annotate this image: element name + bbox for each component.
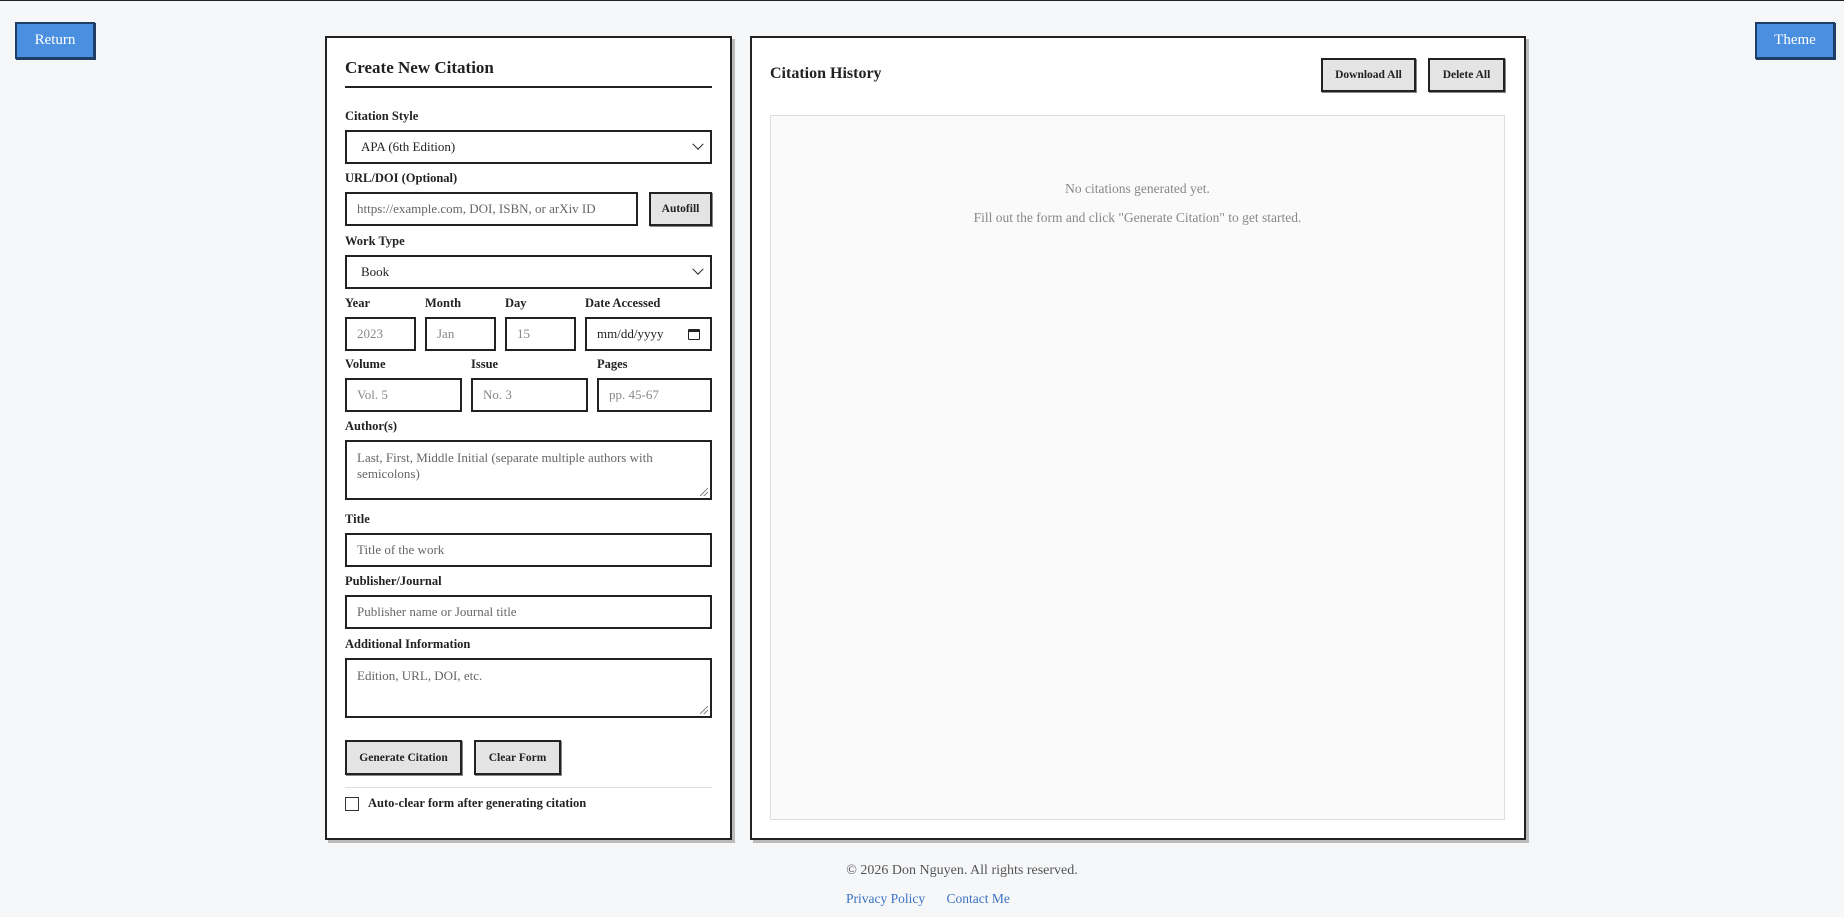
autofill-button[interactable]: Autofill bbox=[649, 192, 712, 226]
volume-label: Volume bbox=[345, 357, 386, 371]
authors-label: Author(s) bbox=[345, 419, 398, 433]
form-title: Create New Citation bbox=[345, 58, 712, 88]
date-accessed-label: Date Accessed bbox=[585, 296, 661, 310]
date-accessed-input[interactable] bbox=[585, 317, 712, 351]
citation-list bbox=[770, 115, 1505, 820]
publisher-input[interactable] bbox=[345, 595, 712, 629]
day-input[interactable] bbox=[505, 317, 576, 351]
month-placeholder: Jan bbox=[437, 326, 455, 341]
divider bbox=[345, 787, 712, 788]
authors-textarea[interactable] bbox=[345, 440, 712, 500]
contact-me-link[interactable]: Contact Me bbox=[946, 891, 1010, 906]
day-label: Day bbox=[505, 296, 527, 310]
citation-style-label: Citation Style bbox=[345, 109, 419, 123]
day-placeholder: 15 bbox=[517, 326, 530, 341]
title-input[interactable] bbox=[345, 533, 712, 567]
citation-style-value: APA (6th Edition) bbox=[361, 139, 456, 154]
date-accessed-placeholder: mm/dd/yyyy bbox=[597, 326, 664, 341]
privacy-policy-link[interactable]: Privacy Policy bbox=[846, 891, 926, 906]
issue-input[interactable] bbox=[471, 378, 588, 412]
footer-copyright: © 2026 Don Nguyen. All rights reserved. bbox=[846, 863, 1078, 878]
chevron-down-icon bbox=[692, 264, 703, 275]
pages-input[interactable] bbox=[597, 378, 712, 412]
title-placeholder: Title of the work bbox=[357, 542, 445, 557]
citation-history-panel bbox=[750, 36, 1526, 840]
calendar-icon[interactable] bbox=[688, 329, 700, 340]
chevron-down-icon bbox=[692, 139, 703, 150]
year-placeholder: 2023 bbox=[357, 326, 383, 341]
year-label: Year bbox=[345, 296, 370, 310]
resize-handle-icon[interactable] bbox=[700, 488, 708, 496]
title-label: Title bbox=[345, 512, 370, 526]
volume-input[interactable] bbox=[345, 378, 462, 412]
additional-info-label: Additional Information bbox=[345, 637, 471, 651]
delete-all-button[interactable]: Delete All bbox=[1428, 58, 1505, 92]
issue-placeholder: No. 3 bbox=[483, 387, 512, 402]
citation-style-select[interactable] bbox=[345, 130, 712, 164]
history-title: Citation History bbox=[770, 65, 882, 82]
volume-placeholder: Vol. 5 bbox=[357, 387, 388, 402]
additional-info-textarea[interactable] bbox=[345, 658, 712, 718]
footer-links bbox=[846, 891, 1028, 907]
download-all-button[interactable]: Download All bbox=[1321, 58, 1416, 92]
clear-form-button[interactable]: Clear Form bbox=[474, 740, 561, 775]
issue-label: Issue bbox=[471, 357, 499, 371]
additional-info-placeholder: Edition, URL, DOI, etc. bbox=[357, 668, 483, 683]
empty-state-title: No citations generated yet. bbox=[1065, 181, 1210, 196]
resize-handle-icon[interactable] bbox=[700, 706, 708, 714]
pages-label: Pages bbox=[597, 357, 628, 371]
work-type-select[interactable] bbox=[345, 255, 712, 289]
authors-placeholder: Last, First, Middle Initial (separate multiple authors with semicolons) bbox=[357, 450, 653, 481]
generate-citation-button[interactable]: Generate Citation bbox=[345, 740, 462, 775]
work-type-label: Work Type bbox=[345, 234, 405, 248]
publisher-placeholder: Publisher name or Journal title bbox=[357, 604, 517, 619]
year-input[interactable] bbox=[345, 317, 416, 351]
pages-placeholder: pp. 45-67 bbox=[609, 387, 659, 402]
auto-clear-label: Auto-clear form after generating citation bbox=[368, 796, 587, 810]
url-doi-label: URL/DOI (Optional) bbox=[345, 171, 458, 185]
publisher-label: Publisher/Journal bbox=[345, 574, 442, 588]
return-button[interactable]: Return bbox=[15, 22, 95, 59]
url-doi-input[interactable] bbox=[345, 192, 638, 226]
theme-button[interactable]: Theme bbox=[1755, 22, 1835, 59]
work-type-value: Book bbox=[361, 264, 390, 279]
create-citation-panel bbox=[325, 36, 732, 840]
month-label: Month bbox=[425, 296, 462, 310]
url-doi-placeholder: https://example.com, DOI, ISBN, or arXiv ID bbox=[357, 201, 596, 216]
month-input[interactable] bbox=[425, 317, 496, 351]
empty-state-hint: Fill out the form and click "Generate Citation" to get started. bbox=[973, 210, 1302, 225]
auto-clear-checkbox[interactable] bbox=[345, 797, 359, 811]
